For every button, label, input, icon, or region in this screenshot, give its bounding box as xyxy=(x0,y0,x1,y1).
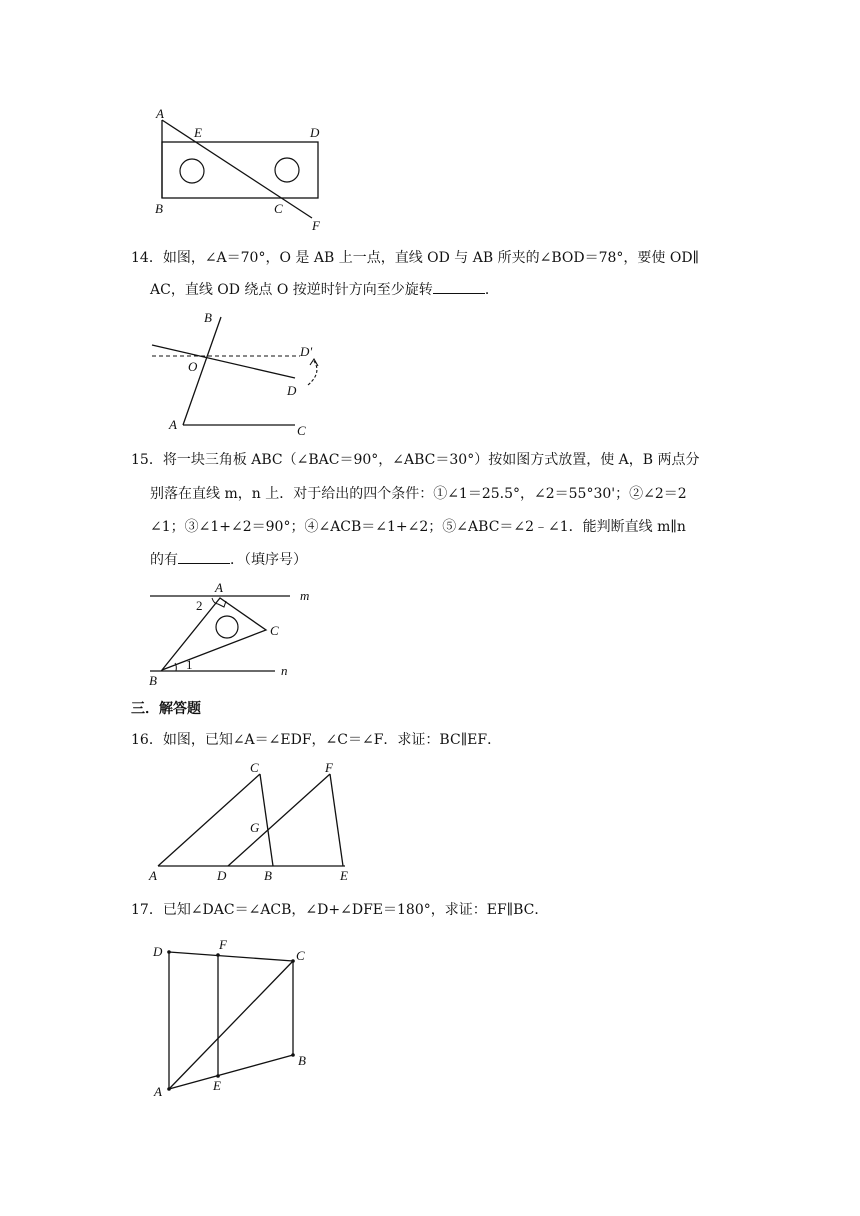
rotation-arrow-icon xyxy=(308,361,317,385)
label-d: D xyxy=(287,383,297,398)
label-a: A xyxy=(156,106,164,121)
label-g: G xyxy=(250,820,260,835)
label-b: B xyxy=(149,673,157,688)
point-d xyxy=(167,950,171,954)
label-n: n xyxy=(281,663,288,678)
rectangle-shape xyxy=(162,142,318,198)
question-15-line4 xyxy=(150,550,307,570)
label-b: B xyxy=(264,868,272,883)
label-m: m xyxy=(300,588,310,603)
label-d: D xyxy=(153,944,163,959)
point-f xyxy=(216,953,220,957)
label-angle-2: 2 xyxy=(196,598,203,613)
angle-1-arc xyxy=(175,663,176,671)
question-16: 16．如图，已知∠A＝∠EDF，∠C＝∠F．求证：BC∥EF． xyxy=(131,732,502,748)
label-e: E xyxy=(213,1078,221,1093)
label-d: D xyxy=(310,125,320,140)
label-f: F xyxy=(312,218,320,233)
point-b xyxy=(291,1053,295,1057)
hole-circle-right xyxy=(275,158,299,182)
answer-blank-15[interactable] xyxy=(178,551,230,564)
figure-16 xyxy=(140,756,370,886)
label-f: F xyxy=(219,937,227,952)
point-a xyxy=(167,1087,171,1091)
line-dc xyxy=(169,952,293,961)
label-d-prime: D' xyxy=(300,344,313,359)
label-d: D xyxy=(217,868,227,883)
line-ab xyxy=(169,1055,293,1089)
label-b: B xyxy=(155,201,163,216)
hole-circle xyxy=(216,616,238,638)
question-14-line2 xyxy=(150,280,499,300)
label-c: C xyxy=(250,760,259,775)
answer-blank-14[interactable] xyxy=(433,281,485,294)
label-e: E xyxy=(194,125,202,140)
triangle-abc xyxy=(162,598,266,670)
line-ac xyxy=(169,961,293,1089)
figure-15 xyxy=(140,578,330,688)
figure-14 xyxy=(140,305,340,440)
label-a: A xyxy=(215,580,223,595)
label-angle-1: 1 xyxy=(186,657,193,672)
question-15-text: 的有 xyxy=(150,552,178,568)
point-c xyxy=(291,959,295,963)
label-b: B xyxy=(298,1053,306,1068)
label-a: A xyxy=(149,868,157,883)
question-15-line1: 15．将一块三角板 ABC（∠BAC＝90°，∠ABC＝30°）按如图方式放置，使 A，B 两点分 xyxy=(131,452,700,468)
figure-17 xyxy=(140,932,340,1102)
label-o: O xyxy=(188,359,198,374)
diagonal-line xyxy=(162,120,312,218)
line-od xyxy=(152,345,295,378)
label-c: C xyxy=(296,948,305,963)
label-c: C xyxy=(270,623,279,638)
line-cb xyxy=(260,774,273,866)
label-a: A xyxy=(169,417,177,432)
question-15-end: ．（填序号） xyxy=(230,552,307,568)
question-14-text: AC，直线 OD 绕点 O 按逆时针方向至少旋转 xyxy=(150,282,433,298)
line-fe xyxy=(330,774,343,866)
figure-13 xyxy=(140,100,340,240)
section-heading: 三．解答题 xyxy=(131,701,201,717)
question-15-line3: ∠1；③∠1+∠2＝90°；④∠ACB＝∠1+∠2；⑤∠ABC＝∠2﹣∠1．能判断直线 m∥n xyxy=(150,519,686,535)
question-17: 17．已知∠DAC＝∠ACB，∠D+∠DFE＝180°，求证：EF∥BC． xyxy=(131,902,549,918)
label-e: E xyxy=(340,868,348,883)
arrow-head-icon xyxy=(310,359,318,366)
label-b: B xyxy=(204,310,212,325)
question-14-end: ． xyxy=(484,282,499,298)
label-c: C xyxy=(274,201,283,216)
label-f: F xyxy=(325,760,333,775)
label-c: C xyxy=(297,423,306,438)
question-14-line1: 14．如图，∠A＝70°，O 是 AB 上一点，直线 OD 与 AB 所夹的∠BOD＝78°，要使 OD∥ xyxy=(131,250,700,266)
line-ac xyxy=(158,774,260,866)
question-15-line2: 别落在直线 m，n 上．对于给出的四个条件：①∠1＝25.5°，∠2＝55°30'；②∠2＝2 xyxy=(150,486,687,502)
line-df xyxy=(228,774,330,866)
hole-circle-left xyxy=(180,159,204,183)
label-a: A xyxy=(154,1084,162,1099)
